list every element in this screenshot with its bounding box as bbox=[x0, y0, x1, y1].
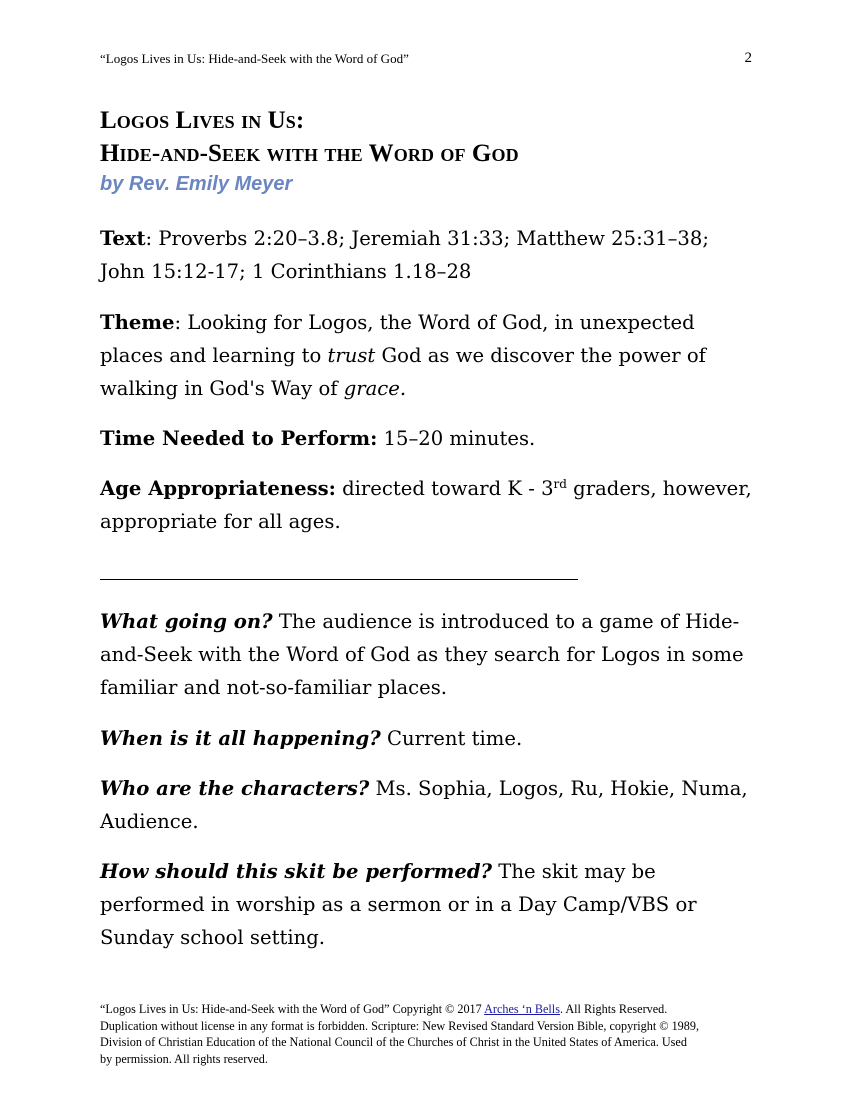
section-divider bbox=[100, 579, 578, 580]
question-what-answer: The audience is introduced to a game of Hide-and-Seek with the Word of God as they search for Logos in some familiar and not-so-familiar places. bbox=[100, 610, 744, 699]
page-number: 2 bbox=[744, 50, 752, 66]
age-text-1: directed toward K - 3 bbox=[335, 477, 554, 500]
question-what-label: What going on? bbox=[100, 610, 273, 633]
title-line-2: Hide-and-Seek with the Word of God bbox=[100, 140, 519, 167]
theme-text-1: : Looking for Logos, the Word of God, in unexpected places and learning to bbox=[100, 311, 695, 367]
question-when-label: When is it all happening? bbox=[100, 727, 381, 750]
question-who bbox=[100, 772, 760, 838]
text-label: Text bbox=[100, 227, 146, 250]
theme-emphasis-trust: trust bbox=[327, 344, 376, 367]
running-header-title: “Logos Lives in Us: Hide-and-Seek with the Word of God” bbox=[100, 51, 409, 66]
title-line-1: Logos Lives in Us: bbox=[100, 107, 305, 134]
copyright-footer bbox=[100, 1001, 700, 1067]
question-when bbox=[100, 722, 760, 755]
document-title bbox=[100, 104, 519, 170]
time-label: Time Needed to Perform: bbox=[100, 427, 378, 450]
text-value: : Proverbs 2:20–3.8; Jeremiah 31:33; Matthew 25:31–38; John 15:12-17; 1 Corinthians 1.18–28 bbox=[100, 227, 709, 283]
question-how-answer: The skit may be performed in worship as a sermon or in a Day Camp/VBS or Sunday school setting. bbox=[100, 860, 697, 949]
question-how bbox=[100, 855, 760, 954]
age-paragraph bbox=[100, 472, 760, 538]
age-superscript: rd bbox=[553, 477, 567, 491]
age-text-2: graders, however, appropriate for all ages. bbox=[100, 477, 752, 533]
footer-text-2: . All Rights Reserved. Duplication without license in any format is forbidden. Scripture: New Revised Standard Version Bible, copyright © 1989, Division of Christian Education of the National Council of the Churches of Christ in the United States of America. Used by permission. All rights reserved. bbox=[100, 1002, 700, 1066]
theme-paragraph bbox=[100, 306, 760, 405]
running-header bbox=[100, 51, 752, 69]
author-byline: by Rev. Emily Meyer bbox=[100, 173, 293, 195]
footer-text-1: “Logos Lives in Us: Hide-and-Seek with the Word of God” Copyright © 2017 bbox=[100, 1002, 485, 1016]
text-paragraph bbox=[100, 222, 760, 288]
question-what bbox=[100, 605, 760, 704]
arches-n-bells-link[interactable]: Arches ‘n Bells bbox=[484, 1002, 560, 1016]
age-label: Age Appropriateness: bbox=[100, 477, 336, 500]
question-who-answer: Ms. Sophia, Logos, Ru, Hokie, Numa, Audience. bbox=[100, 777, 748, 833]
theme-emphasis-grace: grace. bbox=[343, 377, 407, 400]
theme-label: Theme bbox=[100, 311, 175, 334]
theme-text-2: God as we discover the power of walking in God's Way of bbox=[100, 344, 706, 400]
time-paragraph bbox=[100, 422, 760, 455]
question-who-label: Who are the characters? bbox=[100, 777, 370, 800]
question-how-label: How should this skit be performed? bbox=[100, 860, 493, 883]
time-value: 15–20 minutes. bbox=[377, 427, 536, 450]
question-when-answer: Current time. bbox=[380, 727, 523, 750]
